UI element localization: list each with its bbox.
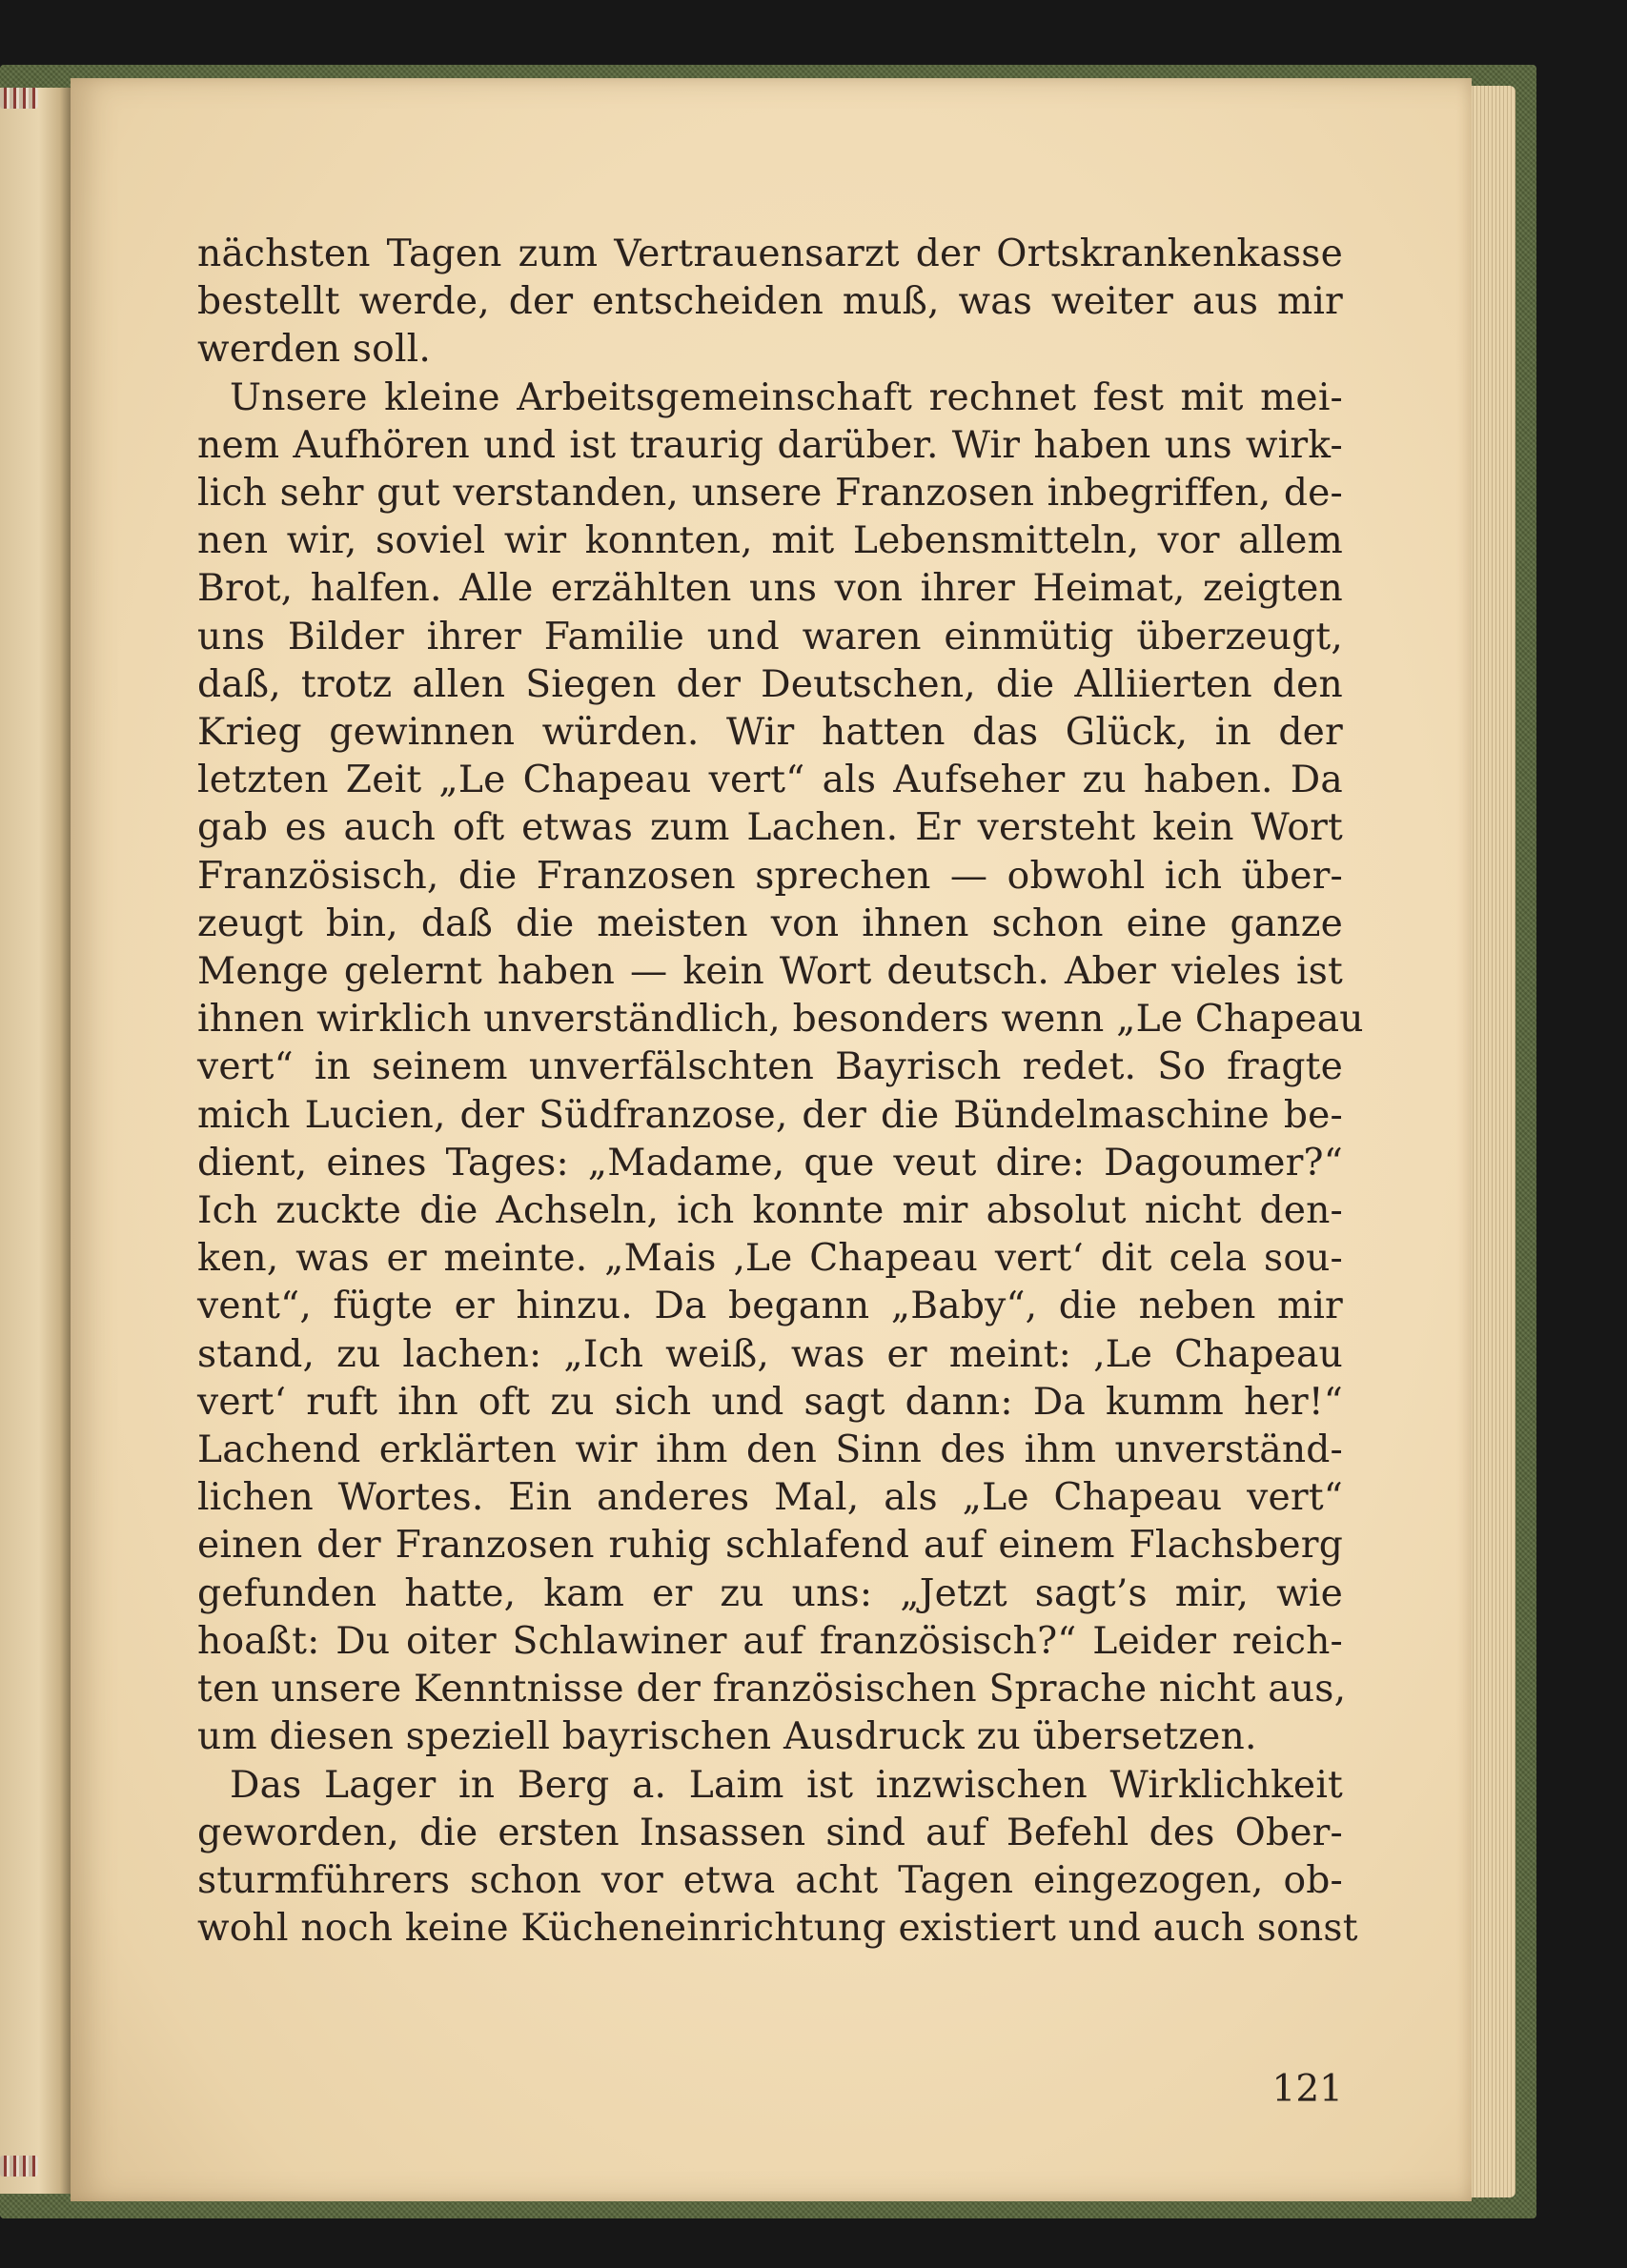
text-line: vent“, fügte er hinzu. Da begann „Baby“, die neben mir — [197, 1285, 1343, 1328]
spine-stitch — [0, 2156, 38, 2177]
text-line: hoaßt: Du oiter Schlawiner auf französisch?“ Leider reich- — [197, 1619, 1343, 1663]
text-line: gefunden hatte, kam er zu uns: „Jetzt sagt’s mir, wie — [197, 1571, 1343, 1615]
book-page — [71, 78, 1472, 2201]
text-line: Lachend erklärten wir ihm den Sinn des ihm unverständ- — [197, 1428, 1343, 1472]
text-line: uns Bilder ihrer Familie und waren einmütig überzeugt, — [197, 615, 1343, 658]
text-line: letzten Zeit „Le Chapeau vert“ als Aufseher zu haben. Da — [197, 759, 1343, 802]
text-line: bestellt werde, der entscheiden muß, was weiter aus mir — [197, 280, 1343, 324]
facing-page-edge — [0, 88, 71, 2194]
text-line: werden soll. — [197, 328, 432, 372]
text-line: vert“ in seinem unverfälschten Bayrisch redet. So fragte — [197, 1045, 1343, 1089]
body-text — [197, 231, 1364, 1953]
text-line: Krieg gewinnen würden. Wir hatten das Glück, in der — [197, 711, 1343, 755]
text-line: stand, zu lachen: „Ich weiß, was er meint: ‚Le Chapeau — [197, 1332, 1343, 1376]
text-line: um diesen speziell bayrischen Ausdruck zu übersetzen. — [197, 1715, 1257, 1759]
text-line: lichen Wortes. Ein anderes Mal, als „Le Chapeau vert“ — [197, 1476, 1343, 1520]
text-line: geworden, die ersten Insassen sind auf Befehl des Ober- — [197, 1811, 1343, 1854]
text-line: nem Aufhören und ist traurig darüber. Wir haben uns wirk- — [197, 423, 1343, 467]
text-line: nächsten Tagen zum Vertrauensarzt der Ortskrankenkasse — [197, 233, 1343, 275]
text-line: zeugt bin, daß die meisten von ihnen schon eine ganze — [197, 901, 1343, 945]
text-line: ten unsere Kenntnisse der französischen Sprache nicht aus, — [197, 1668, 1347, 1711]
text-line: Ich zuckte die Achseln, ich konnte mir absolut nicht den- — [197, 1189, 1343, 1233]
page-number: 121 — [1271, 2068, 1343, 2111]
text-line: Französisch, die Franzosen sprechen — obwohl ich über- — [197, 854, 1343, 898]
text-line: ihnen wirklich unverständlich, besonders wenn „Le Chapeau — [197, 998, 1364, 1042]
text-line: Menge gelernt haben — kein Wort deutsch. Aber vieles ist — [197, 950, 1343, 994]
text-line: mich Lucien, der Südfranzose, der die Bündelmaschine be- — [197, 1093, 1343, 1137]
spine-stitch — [0, 88, 38, 109]
text-line: ken, was er meinte. „Mais ‚Le Chapeau vert‘ dit cela sou- — [197, 1237, 1343, 1281]
text-line: vert‘ ruft ihn oft zu sich und sagt dann: Da kumm her!“ — [197, 1380, 1343, 1424]
text-line: daß, trotz allen Siegen der Deutschen, die Alliierten den — [197, 662, 1343, 706]
text-line: dient, eines Tages: „Madame, que veut dire: Dagoumer?“ — [197, 1141, 1343, 1185]
text-line: Das Lager in Berg a. Laim ist inzwischen Wirklichkeit — [230, 1763, 1343, 1807]
text-line: gab es auch oft etwas zum Lachen. Er versteht kein Wort — [197, 806, 1343, 850]
text-line: einen der Franzosen ruhig schlafend auf einem Flachsberg — [197, 1524, 1343, 1568]
text-line: nen wir, soviel wir konnten, mit Lebensmitteln, vor allem — [197, 519, 1343, 563]
text-line: sturmführers schon vor etwa acht Tagen eingezogen, ob- — [197, 1858, 1343, 1902]
text-line: lich sehr gut verstanden, unsere Franzosen inbegriffen, de- — [197, 472, 1343, 516]
text-line: Unsere kleine Arbeitsgemeinschaft rechnet fest mit mei- — [230, 375, 1343, 419]
text-line: wohl noch keine Kücheneinrichtung existiert und auch sonst — [197, 1907, 1358, 1951]
text-line: Brot, halfen. Alle erzählten uns von ihrer Heimat, zeigten — [197, 567, 1343, 611]
